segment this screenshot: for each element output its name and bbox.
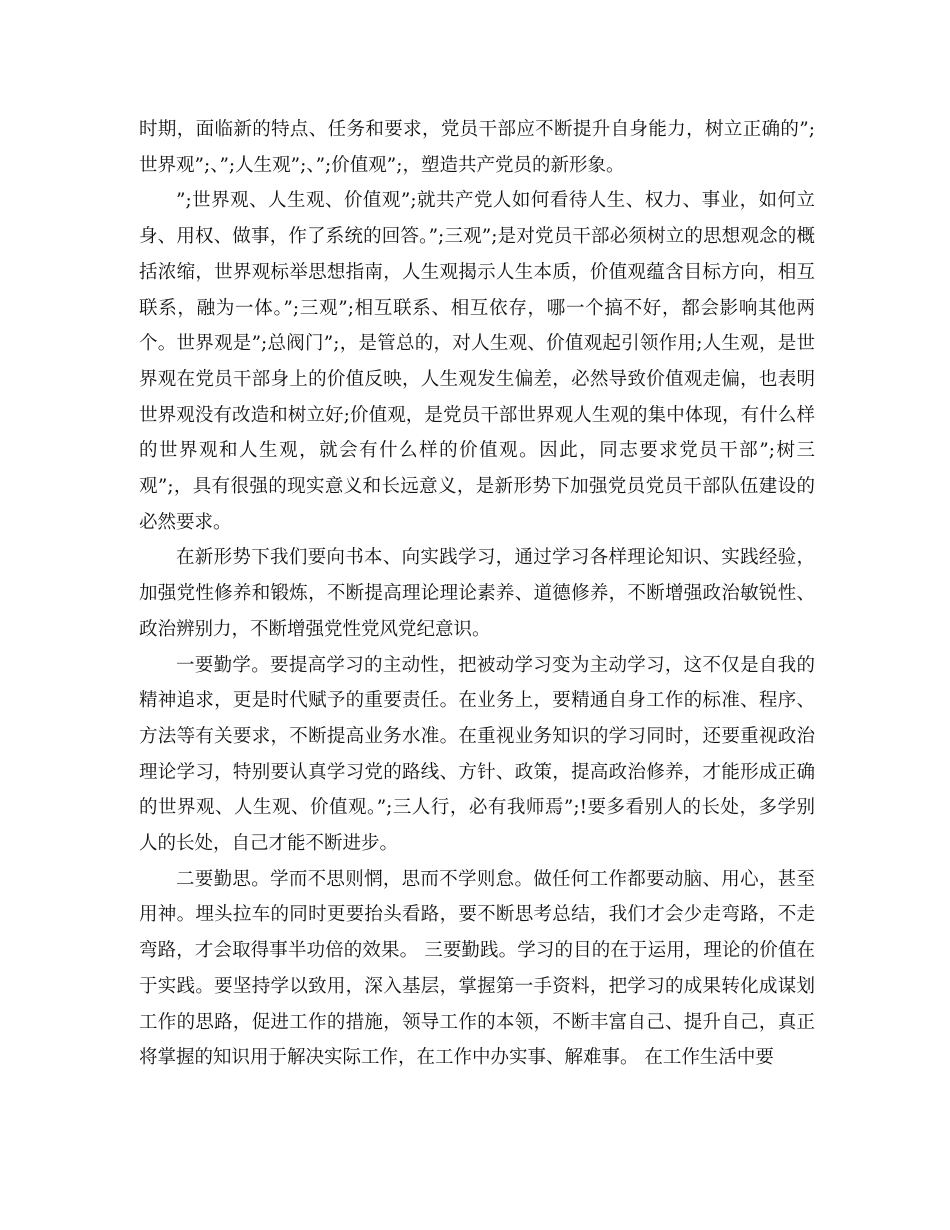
paragraph-4: 一要勤学。要提高学习的主动性，把被动学习变为主动学习，这不仅是自我的精神追求，更是时代赋予的重要责任。在业务上，要精通自身工作的标准、程序、方法等有关要求，不断提高业务水准。在重视业务知识的学习同时，还要重视政治理论学习，特别要认真学习党的路线、方针、政策，提高政治修养，才能形成正确的世界观、人生观、价值观。”;三人行，必有我师焉”;!要多看别人的长处，多学别人的长处，自己才能不断进步。 (139, 654, 815, 855)
paragraph-1: 时期，面临新的特点、任务和要求，党员干部应不断提升自身能力，树立正确的”;世界观”;、”;人生观”;、”;价值观”;，塑造共产党员的新形象。 (139, 119, 815, 176)
paragraph-2: ”;世界观、人生观、价值观”;就共产党人如何看待人生、权力、事业，如何立身、用权、做事，作了系统的回答。”;三观”;是对党员干部必须树立的思想观念的概括浓缩，世界观标举思想指南，人生观揭示人生本质，价值观蕴含目标方向，相互联系，融为一体。”;三观”;相互联系、相互依存，哪一个搞不好，都会影响其他两个。世界观是”;总阀门”;，是管总的，对人生观、价值观起引领作用;人生观，是世界观在党员干部身上的价值反映，人生观发生偏差，必然导致价值观走偏，也表明世界观没有改造和树立好;价值观，是党员干部世界观人生观的集中体现，有什么样的世界观和人生观，就会有什么样的价值观。因此，同志要求党员干部”;树三观”;，具有很强的现实意义和长远意义，是新形势下加强党员党员干部队伍建设的必然要求。 (139, 190, 815, 533)
paragraph-5: 二要勤思。学而不思则惘，思而不学则怠。做任何工作都要动脑、用心，甚至用神。埋头拉车的同时更要抬头看路，要不断思考总结，我们才会少走弯路，不走弯路，才会取得事半功倍的效果。 三要勤践。学习的目的在于运用，理论的价值在于实践。要坚持学以致用，深入基层，掌握第一手资料，把学习的成果转化成谋划工作的思路，促进工作的措施，领导工作的本领，不断丰富自己、提升自己，真正将掌握的知识用于解决实际工作，在工作中办实事、解难事。 在工作生活中要 (139, 868, 815, 1069)
paragraph-3: 在新形势下我们要向书本、向实践学习，通过学习各样理论知识、实践经验，加强党性修养和锻炼，不断提高理论理论素养、道德修养，不断增强政治敏锐性、政治辨别力，不断增强党性党风党纪意识。 (139, 547, 815, 640)
document-body (139, 112, 815, 1076)
